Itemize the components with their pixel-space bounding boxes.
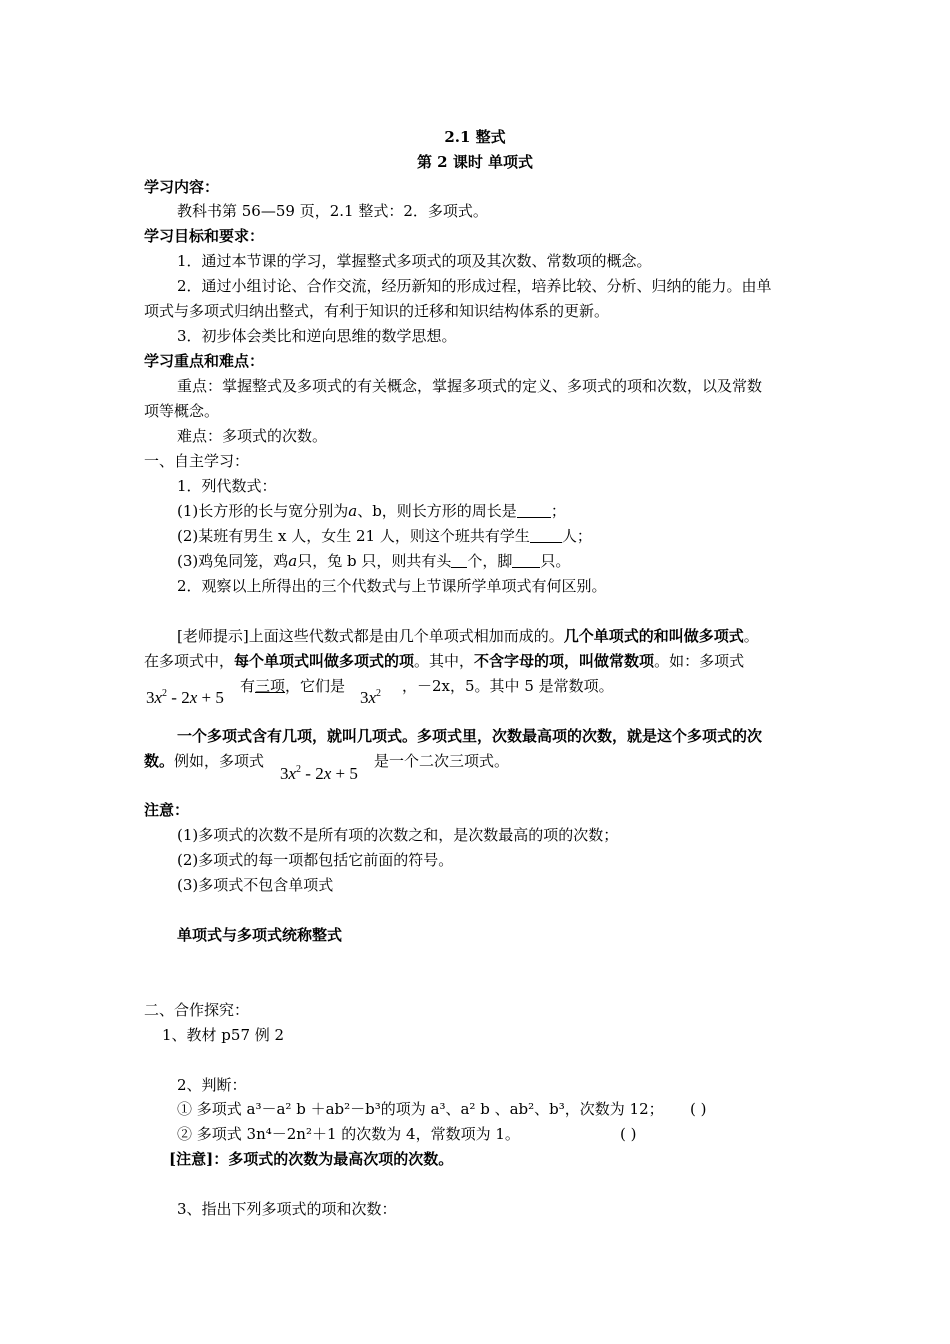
- hint-line1: [177, 626, 759, 646]
- hint-text: 。: [743, 627, 759, 645]
- degree-example-end: 是一个二次三项式。: [374, 752, 510, 770]
- answer-blank: [512, 553, 540, 568]
- question-2: 2．观察以上所得出的三个代数式与上节课所学单项式有何区别。: [177, 577, 607, 595]
- question-1c-mid: 只，兔 b 只，则共有头: [297, 552, 452, 570]
- page-title: 2.1 整式: [444, 128, 506, 146]
- note-2-label: [注意]: [169, 1150, 214, 1168]
- goal-item-2-line2: 项式与多项式归纳出整式，有利于知识的迁移和知识结构体系的更新。: [144, 302, 610, 320]
- note-item-3: (3)多项式不包含单项式: [177, 876, 334, 894]
- key-point-line1: 重点：掌握整式及多项式的有关概念，掌握多项式的定义、多项式的项和次数，以及常数: [177, 377, 763, 395]
- content-heading: 学习内容：: [144, 178, 220, 196]
- goals-heading: 学习目标和要求：: [144, 227, 265, 245]
- hint-text: 。如：多项式: [654, 652, 745, 670]
- question-1c-post: 只。: [540, 552, 571, 570]
- content-text: 教科书第 56—59 页，2.1 整式：2．多项式。: [177, 202, 488, 220]
- goal-item-2-line1: 2．通过小组讨论、合作交流，经历新知的形成过程，培养比较、分析、归纳的能力。由单: [177, 277, 772, 295]
- page-subtitle: 第 2 课时 单项式: [416, 153, 534, 171]
- constant-term-definition: 不含字母的项，叫做常数项: [474, 652, 655, 670]
- hint-text: 有: [240, 677, 256, 695]
- question-1b-post: 人；: [561, 527, 592, 545]
- polynomial-definition: 几个单项式的和叫做多项式: [563, 627, 744, 645]
- document-page: 2.1 整式 第 2 课时 单项式 学习内容： 教科书第 56—59 页，2.1 整式：2．多项式。 学习目标和要求： 1．通过本节课的学习，掌握整式多项式的项及其次数、常数项的概念。 2．通过小组讨论、合作交流，经历新知的形成过程，培养比较、分析、归纳的能力。由单 项式与多项式归纳出整式，有利于知识的迁移和知识结构体系的更新。 3．初步体会类比和逆向思维的数学思想。 学习重点和难点： 重点：掌握整式及多项式的有关概念，掌握多项式的定义、多项式的项和次数，以及常数 项等概念。 难点：多项式的次数。 一、自主学习： 1．列代数式： (1)长方形的长与宽分别为a、b，则长方形的周长是 ； (2)某班有男生 x 人，女生 21 人，则这个班共有学生 人； (3)鸡兔同笼，鸡a只，兔 b 只，则共有头 个，脚 只。 2．观察以上所得出的三个代数式与上节课所学单项式有何区别。 [老师提示]上面这些代数式都是由几个单项式相加而成的。几个单项式的和叫做多项式。 在多项式中，每个单项式叫做多项式的项。其中，不含字母的项，叫做常数项。如：多项式 $3x^2 - 2x + 5$ 有三项，它们是 $3x^2$ ，－2x，5。其中 5 是常数项。 一个多项式含有几项，就叫几项式。多项式里，次数最高项的次数，就是这个多项式的次 数。例如，多项式 $3x^2 - 2x + 5$ 是一个二次三项式。 注意： (1)多项式的次数不是所有项的次数之和，是次数最高的项的次数； (2)多项式的每一项都包括它前面的符号。 (3)多项式不包含单项式 单项式与多项式统称整式 二、合作探究： 1、教材 p57 例 2 2、判断： ① 多项式 a³－a² b ＋ab²－b³的项为 a³、a² b 、ab²、b³，次数为 12； ( ) ② 多项式 3n⁴－2n²＋1 的次数为 4，常数项为 1。 ( ) [注意]：多项式的次数为最高次项的次数。 3、指出下列多项式的项和次数：: [0, 0, 950, 1344]
- degree-definition-end: 数。: [144, 752, 175, 770]
- answer-parentheses: ( ): [690, 1100, 707, 1118]
- note-item-1: (1)多项式的次数不是所有项的次数之和，是次数最高的项的次数；: [177, 826, 619, 844]
- hint-text: 例如，多项式: [174, 752, 265, 770]
- hint-text: ，它们是: [285, 677, 346, 695]
- answer-parentheses: ( ): [620, 1125, 637, 1143]
- answer-blank: [451, 553, 467, 568]
- explore-heading: 二、合作探究：: [144, 1001, 250, 1019]
- question-1c: [177, 551, 570, 571]
- note-2: [169, 1149, 453, 1169]
- question-1b: [177, 526, 592, 546]
- explore-item-1: 1、教材 p57 例 2: [162, 1026, 285, 1044]
- note-heading: 注意：: [144, 801, 190, 819]
- judge-item-2: ② 多项式 3n⁴－2n²＋1 的次数为 4，常数项为 1。: [177, 1125, 520, 1143]
- question-1a-post: ；: [550, 502, 566, 520]
- key-point-line2: 项等概念。: [144, 402, 220, 420]
- difficulty-text: 难点：多项式的次数。: [177, 427, 328, 445]
- question-1b-pre: (2)某班有男生 x 人，女生 21 人，则这个班共有学生: [177, 527, 530, 545]
- variable-a: a: [348, 502, 358, 520]
- question-1: 1．列代数式：: [177, 477, 277, 495]
- key-points-heading: 学习重点和难点：: [144, 352, 265, 370]
- question-1c-mid2: 个，脚: [467, 552, 513, 570]
- question-1a: [177, 501, 566, 521]
- self-study-heading: 一、自主学习：: [144, 452, 250, 470]
- variable-a: a: [288, 552, 298, 570]
- answer-blank: [530, 528, 562, 543]
- hint-text: 在多项式中，: [144, 652, 235, 670]
- judge-item-1: ① 多项式 a³－a² b ＋ab²－b³的项为 a³、a² b 、ab²、b³，次数为 12；: [177, 1100, 664, 1118]
- hint-line2: [144, 651, 744, 671]
- three-terms-underlined: 三项: [255, 677, 286, 695]
- goal-item-1: 1．通过本节课的学习，掌握整式多项式的项及其次数、常数项的概念。: [177, 252, 652, 270]
- degree-definition-line2: [144, 751, 264, 771]
- hint-text: 。其中，: [414, 652, 475, 670]
- question-1a-pre: (1)长方形的长与宽分别为: [177, 502, 349, 520]
- note-item-2: (2)多项式的每一项都包括它前面的符号。: [177, 851, 454, 869]
- hint-line3-b: ，－2x，5。其中 5 是常数项。: [402, 677, 614, 695]
- hint-text: [老师提示]上面这些代数式都是由几个单项式相加而成的。: [177, 627, 564, 645]
- note-2-text: ：多项式的次数为最高次项的次数。: [213, 1150, 454, 1168]
- term-definition: 每个单项式叫做多项式的项: [234, 652, 415, 670]
- explore-item-2: 2、判断：: [177, 1076, 247, 1094]
- hint-line3-a: [240, 676, 345, 696]
- question-1a-mid: 、b，则长方形的周长是: [357, 502, 517, 520]
- answer-blank: [517, 503, 551, 518]
- summary-statement: 单项式与多项式统称整式: [177, 926, 343, 944]
- explore-item-3: 3、指出下列多项式的项和次数：: [177, 1200, 397, 1218]
- degree-definition-line1: 一个多项式含有几项，就叫几项式。多项式里，次数最高项的次数，就是这个多项式的次: [177, 727, 763, 745]
- question-1c-pre: (3)鸡兔同笼，鸡: [177, 552, 289, 570]
- goal-item-3: 3．初步体会类比和逆向思维的数学思想。: [177, 327, 457, 345]
